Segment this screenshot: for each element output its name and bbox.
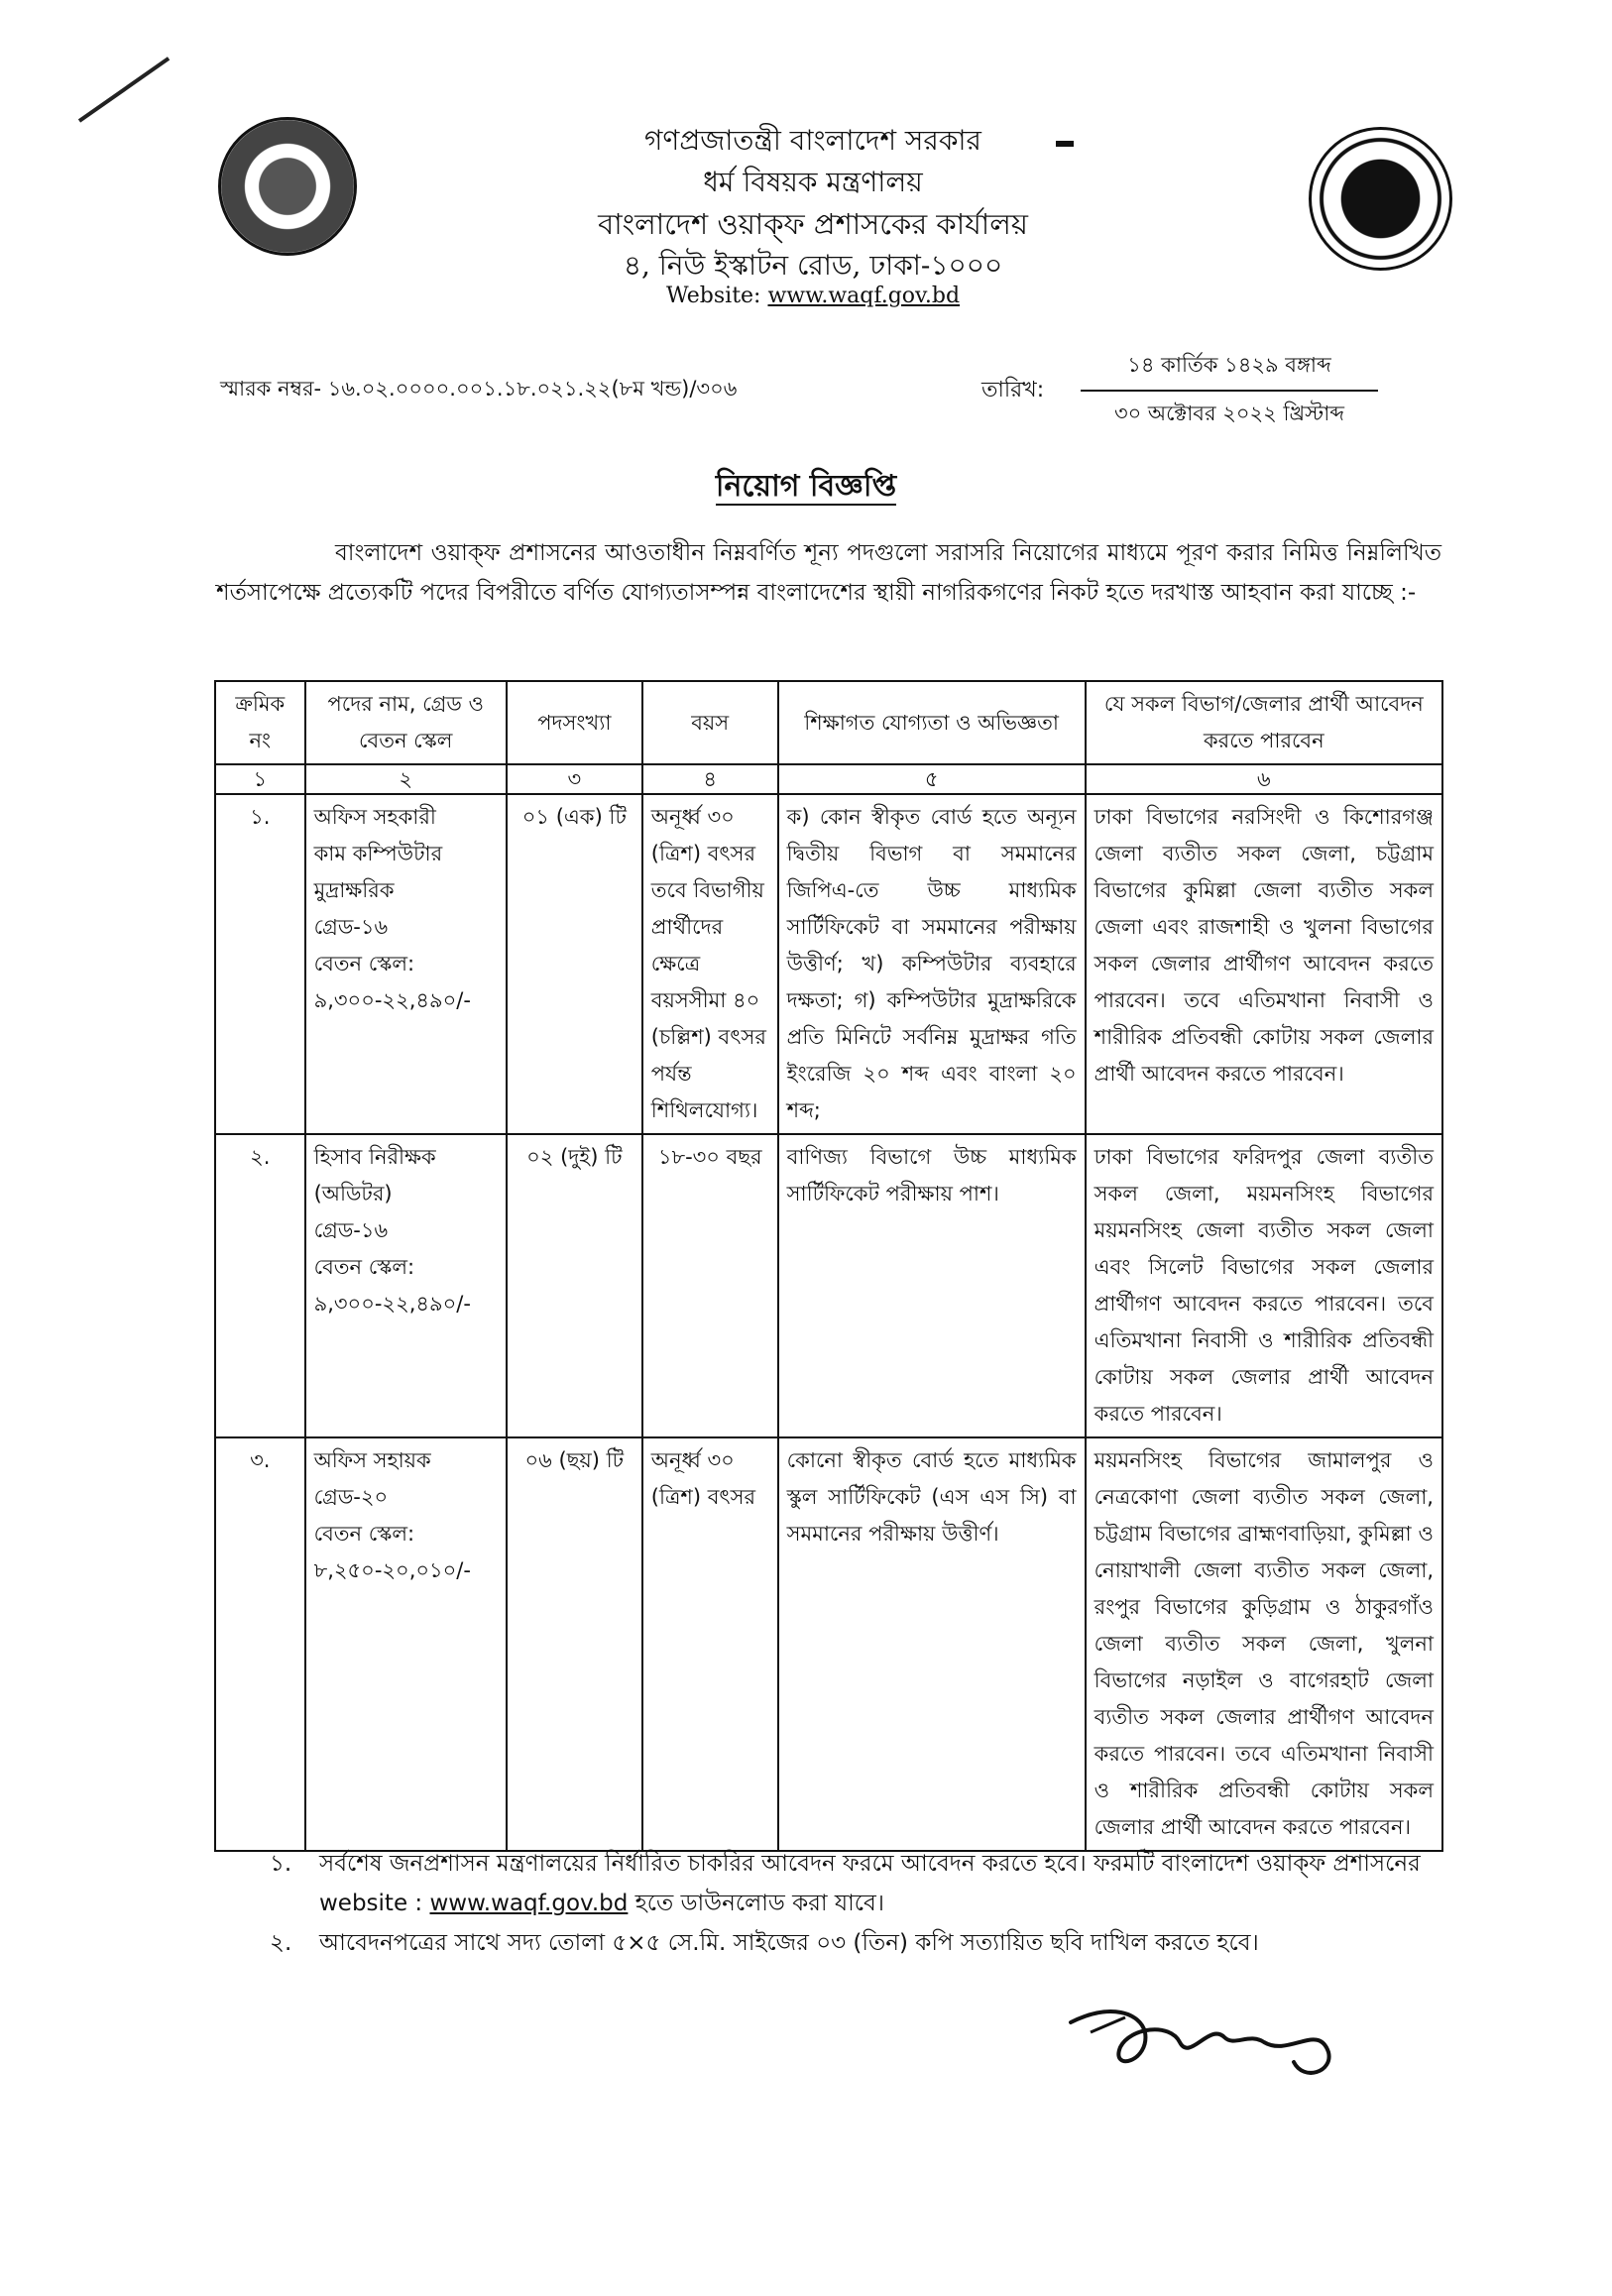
date-block <box>1081 349 1378 432</box>
post-line: গ্রেড-১৬ <box>313 915 389 939</box>
post-line: ৮,২৫০-২০,০১০/- <box>313 1558 471 1582</box>
post-line: কাম কম্পিউটার <box>313 842 443 865</box>
row-eligible: ঢাকা বিভাগের ফরিদপুর জেলা ব্যতীত সকল জেলা, ময়মনসিংহ বিভাগের ময়মনসিংহ জেলা ব্যতীত সকল জেলা এবং সিলেট বিভাগের সকল জেলার প্রার্থীগণ আবেদন করতে পারবেন। তবে এতিমখানা নিবাসী ও শারীরিক প্রতিবন্ধী কোটায় সকল জেলার প্রার্থী আবেদন করতে পারবেন। <box>1086 1134 1442 1437</box>
post-line: বেতন স্কেল: <box>313 1522 415 1546</box>
vacancy-table <box>214 680 1443 1852</box>
post-line: অফিস সহকারী <box>313 805 436 829</box>
column-number-row <box>215 764 1442 794</box>
row-age: ১৮-৩০ বছর <box>642 1134 778 1437</box>
post-line: গ্রেড-১৬ <box>313 1218 389 1242</box>
row-age: অনূর্ধ্ব ৩০ (ত্রিশ) বৎসর <box>642 1437 778 1851</box>
note-text-end: হতে ডাউনলোড করা যাবে। <box>628 1891 885 1916</box>
header-government: গণপ্রজাতন্ত্রী বাংলাদেশ সরকার <box>644 124 981 157</box>
table-row <box>215 1134 1442 1437</box>
round-office-seal-icon <box>1309 127 1452 271</box>
row-qualification: বাণিজ্য বিভাগে উচ্চ মাধ্যমিক সার্টিফিকেট পরীক্ষায় পাশ। <box>778 1134 1086 1437</box>
date-label: তারিখ: <box>981 378 1045 402</box>
notice-title-text: নিয়োগ বিজ্ঞপ্তি <box>715 469 897 504</box>
note-website-link[interactable]: www.waqf.gov.bd <box>429 1891 629 1916</box>
post-line: বেতন স্কেল: <box>313 1255 415 1279</box>
website-label: Website: <box>665 284 768 308</box>
header-serial: ক্রমিক নং <box>215 681 305 764</box>
note-number: ১. <box>270 1851 292 1877</box>
post-line: ৯,৩০০-২২,৪৯০/- <box>313 988 471 1012</box>
header-eligible: যে সকল বিভাগ/জেলার প্রার্থী আবেদন করতে পারবেন <box>1086 681 1442 764</box>
post-line: ৯,৩০০-২২,৪৯০/- <box>313 1292 471 1316</box>
header-address: ৪, নিউ ইস্কাটন রোড, ঢাকা-১০০০ <box>623 249 1003 282</box>
column-number: ৬ <box>1086 764 1442 794</box>
notes-list <box>270 1844 1449 1963</box>
header-age: বয়স <box>642 681 778 764</box>
note-text: সর্বশেষ জনপ্রশাসন মন্ত্রণালয়ের নির্ধারিত চাকরির আবেদন ফরমে আবেদন করতে হবে। ফরমটি বাংলাদেশ ওয়াক্‌ফ প্রশাসনের website : <box>319 1851 1421 1916</box>
handwritten-signature-icon <box>1051 1993 1348 2102</box>
row-serial: ২. <box>215 1134 305 1437</box>
row-count: ০৬ (ছয়) টি <box>507 1437 642 1851</box>
row-post <box>305 794 507 1134</box>
website-link[interactable]: www.waqf.gov.bd <box>767 284 961 308</box>
date-bangla: ১৪ কার্তিক ১৪২৯ বঙ্গাব্দ <box>1081 349 1378 392</box>
row-serial: ৩. <box>215 1437 305 1851</box>
column-number: ৫ <box>778 764 1086 794</box>
table-header-row <box>215 681 1442 764</box>
intro-paragraph: বাংলাদেশ ওয়াক্‌ফ প্রশাসনের আওতাধীন নিম্নবর্ণিত শূন্য পদগুলো সরাসরি নিয়োগের মাধ্যমে পূরণ করার নিমিত্ত নিম্নলিখিত শর্তসাপেক্ষে প্রত্যেকটি পদের বিপরীতে বর্ণিত যোগ্যতাসম্পন্ন বাংলাদেশের স্থায়ী নাগরিকগণের নিকট হতে দরখাস্ত আহবান করা যাচ্ছে :- <box>216 540 1441 606</box>
row-eligible: ময়মনসিংহ বিভাগের জামালপুর ও নেত্রকোণা জেলা ব্যতীত সকল জেলা, চট্টগ্রাম বিভাগের ব্রাহ্মণবাড়িয়া, কুমিল্লা ও নোয়াখালী জেলা ব্যতীত সকল জেলা, রংপুর বিভাগের কুড়িগ্রাম ও ঠাকুরগাঁও জেলা ব্যতীত সকল জেলা, খুলনা বিভাগের নড়াইল ও বাগেরহাট জেলা ব্যতীত সকল জেলার প্রার্থীগণ আবেদন করতে পারবেন। তবে এতিমখানা নিবাসী ও শারীরিক প্রতিবন্ধী কোটায় সকল জেলার প্রার্থী আবেদন করতে পারবেন। <box>1086 1437 1442 1851</box>
table-row <box>215 1437 1442 1851</box>
note-item <box>270 1844 1449 1923</box>
table-row <box>215 794 1442 1134</box>
header-ministry: ধর্ম বিষয়ক মন্ত্রণালয় <box>703 166 923 198</box>
post-line: মুদ্রাক্ষরিক <box>313 878 395 902</box>
row-eligible: ঢাকা বিভাগের নরসিংদী ও কিশোরগঞ্জ জেলা ব্যতীত সকল জেলা, চট্টগ্রাম বিভাগের কুমিল্লা জেলা ব্যতীত সকল জেলা এবং রাজশাহী ও খুলনা বিভাগের সকল জেলার প্রার্থীগণ আবেদন করতে পারবেন। তবে এতিমখানা নিবাসী ও শারীরিক প্রতিবন্ধী কোটায় সকল জেলার প্রার্থী আবেদন করতে পারবেন। <box>1086 794 1442 1134</box>
header-website <box>436 284 1190 308</box>
header-post: পদের নাম, গ্রেড ও বেতন স্কেল <box>305 681 507 764</box>
post-line: গ্রেড-২০ <box>313 1485 389 1509</box>
row-post <box>305 1437 507 1851</box>
government-seal-icon <box>218 117 357 256</box>
notice-title <box>0 462 1612 513</box>
column-number: ৪ <box>642 764 778 794</box>
post-line: (অডিটর) <box>313 1182 393 1205</box>
row-post <box>305 1134 507 1437</box>
column-number: ৩ <box>507 764 642 794</box>
row-age: অনূর্ধ্ব ৩০ (ত্রিশ) বৎসর তবে বিভাগীয় প্রার্থীদের ক্ষেত্রে বয়সসীমা ৪০ (চল্লিশ) বৎসর পর্যন্ত শিথিলযোগ্য। <box>642 794 778 1134</box>
column-number: ২ <box>305 764 507 794</box>
row-count: ০১ (এক) টি <box>507 794 642 1134</box>
row-qualification: কোনো স্বীকৃত বোর্ড হতে মাধ্যমিক স্কুল সার্টিফিকেট (এস এস সি) বা সমমানের পরীক্ষায় উত্তীর্ণ। <box>778 1437 1086 1851</box>
note-text: আবেদনপত্রের সাথে সদ্য তোলা ৫×৫ সে.মি. সাইজের ০৩ (তিন) কপি সত্যায়িত ছবি দাখিল করতে হবে। <box>319 1930 1259 1956</box>
column-number: ১ <box>215 764 305 794</box>
row-serial: ১. <box>215 794 305 1134</box>
header-office: বাংলাদেশ ওয়াক্‌ফ প্রশাসকের কার্যালয় <box>598 207 1028 241</box>
note-item <box>270 1923 1449 1963</box>
post-line: বেতন স্কেল: <box>313 952 415 976</box>
note-number: ২. <box>270 1930 292 1956</box>
row-count: ০২ (দুই) টি <box>507 1134 642 1437</box>
post-line: হিসাব নিরীক্ষক <box>313 1145 436 1169</box>
pen-mark <box>78 57 170 122</box>
header-count: পদসংখ্যা <box>507 681 642 764</box>
post-line: অফিস সহায়ক <box>313 1448 431 1472</box>
memo-number: স্মারক নম্বর- ১৬.০২.০০০০.০০১.১৮.০২১.২২(৮ম খন্ড)/৩০৬ <box>220 377 738 401</box>
row-qualification: ক) কোন স্বীকৃত বোর্ড হতে অন্যূন দ্বিতীয় বিভাগ বা সমমানের জিপিএ-তে উচ্চ মাধ্যমিক সার্টিফিকেট বা সমমানের পরীক্ষায় উত্তীর্ণ; খ) কম্পিউটার ব্যবহারে দক্ষতা; গ) কম্পিউটার মুদ্রাক্ষরিকে প্রতি মিনিটে সর্বনিম্ন মুদ্রাক্ষর গতি ইংরেজি ২০ শব্দ এবং বাংলা ২০ শব্দ; <box>778 794 1086 1134</box>
header-qualification: শিক্ষাগত যোগ্যতা ও অভিজ্ঞতা <box>778 681 1086 764</box>
date-english: ৩০ অক্টোবর ২০২২ খ্রিস্টাব্দ <box>1113 402 1345 425</box>
